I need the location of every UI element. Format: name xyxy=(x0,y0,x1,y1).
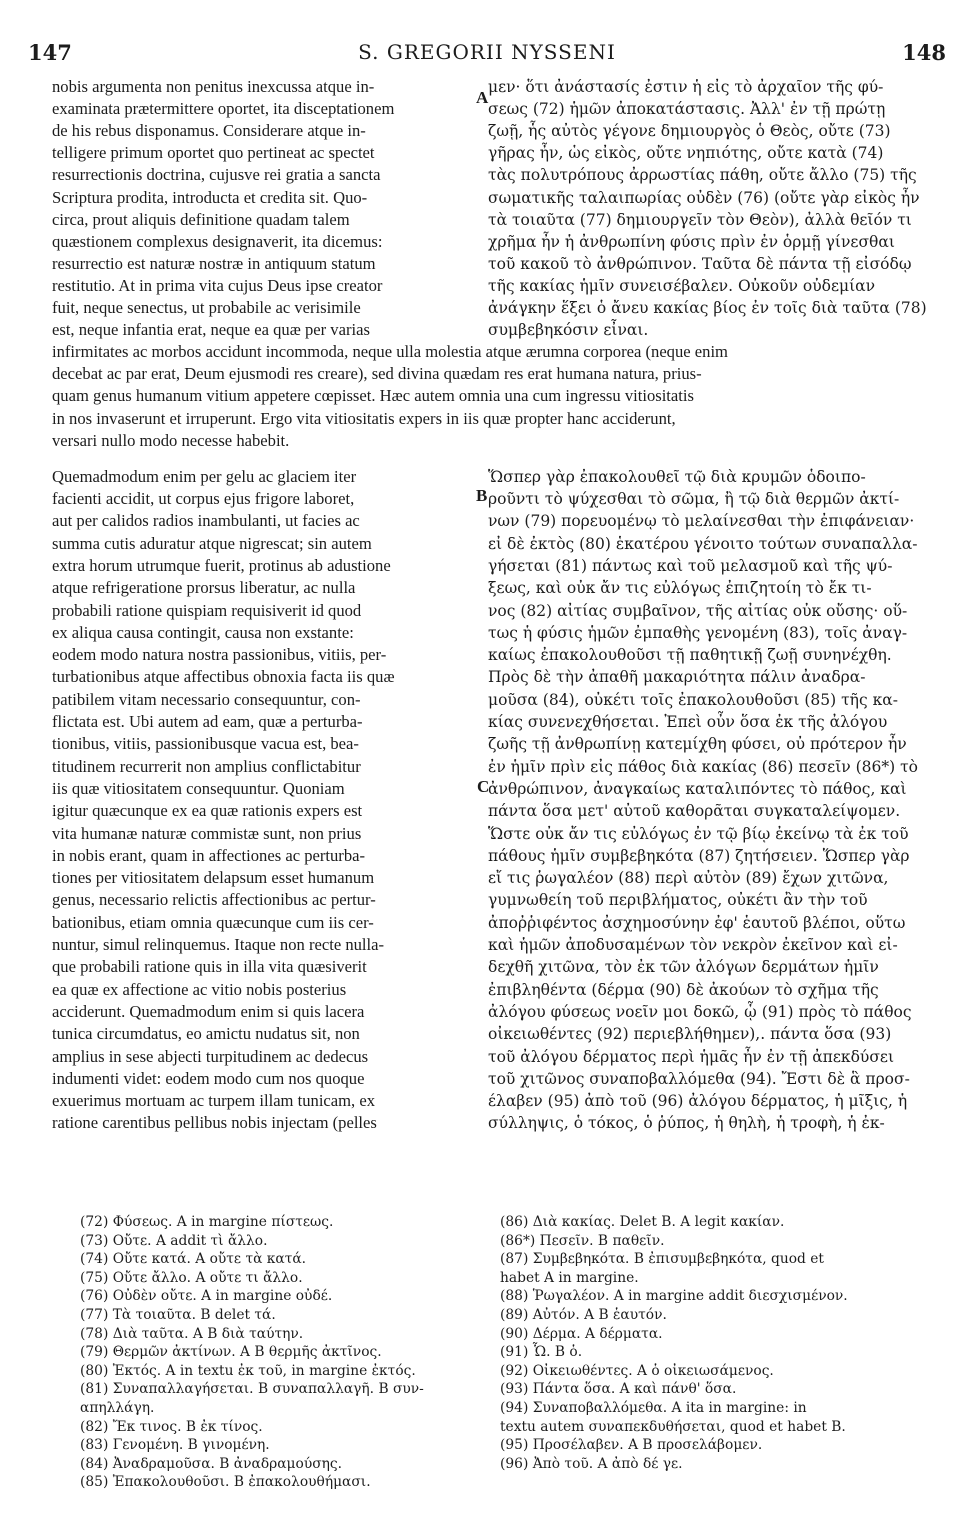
latin-text-line: tionibus, vitiis, passionibusque vacua est, bea- xyxy=(52,734,359,754)
latin-fullwidth-line: versari nullo modo necesse habebit. xyxy=(52,430,290,450)
footnote: (91) Ὧ. B ὁ. xyxy=(500,1344,583,1361)
latin-text-line: fuit, neque senectus, ut probabile ac verisimile xyxy=(52,298,361,317)
footnote: habet A in margine. xyxy=(500,1269,639,1286)
footnote: (83) Γενομένη. B γινομένη. xyxy=(80,1437,270,1454)
latin-text-line: telligere primum oportet quo pertineat ac spectet xyxy=(52,143,375,163)
footnote: (85) Ἐπακολουθοῦσι. B ἐπακολουθήμασι. xyxy=(80,1474,371,1491)
greek-text-line: τοῦ ἀλόγου δέρματος περὶ ἡμᾶς ἦν ἐν τῇ ἀπεκδύσει xyxy=(488,1047,895,1066)
footnote: (92) Οἰκειωθέντες. A ὁ οἰκειωσάμενος. xyxy=(500,1362,774,1379)
greek-text-line: ἀνάγκην ἕξει ὁ ἄνευ κακίας βίος ἐν τοῖς διὰ ταῦτα (78) xyxy=(488,299,927,317)
greek-text-line: ἀλόγου φύσεως νοεῖν μοι δοκῶ, ᾧ (91) πρὸς τὸ πάθος xyxy=(488,1002,912,1021)
latin-text-line: in nobis erant, quam in affectiones ac perturba- xyxy=(52,845,366,865)
greek-text-line: ἐν ἡμῖν πρὶν εἰς πάθος διὰ κακίας (86) πεσεῖν (86*) τὸ xyxy=(488,757,919,776)
margin-letter-c: C xyxy=(477,777,490,796)
footnote: (93) Πάντα ὅσα. A καὶ πάνθ' ὅσα. xyxy=(500,1381,737,1398)
latin-text-line: eodem modo natura nostra passionibus, vitiis, per- xyxy=(52,645,387,665)
latin-text-line: igitur quæcunque ex ea quæ rationis expers est xyxy=(52,801,363,821)
footnote: (72) Φύσεως. A in margine πίστεως. xyxy=(80,1214,334,1230)
greek-text-line: ροῦντι τὸ ψύχεσθαι τὸ σῶμα, ἢ τῷ διὰ θερμῶν ἀκτί- xyxy=(488,490,900,508)
greek-text-line: μοῦσα (84), οὐκέτι τοῖς ἐπακολουθοῦσι (85) τῆς κα- xyxy=(488,690,898,709)
greek-text-line: τως ἡ φύσις ἡμῶν ἐμπαθὴς γενομένη (83), τοῖς ἀναγ- xyxy=(488,623,908,642)
latin-text-line: restitutio. At in prima vita cujus Deus ipse creator xyxy=(52,275,383,295)
greek-text-line: πάντα ὅσα μετ' αὐτοῦ καθορᾶται συγκαταλείψομεν. xyxy=(488,802,901,821)
latin-text-line: circa, prout aliquis definitione quadam talem xyxy=(52,209,350,229)
footnote: (75) Οὔτε ἄλλο. A οὔτε τι ἄλλο. xyxy=(80,1269,303,1286)
greek-text-line: τοῦ χιτῶνος συναποβαλλόμεθα (94). Ἔστι δὲ ἃ προσ- xyxy=(488,1069,910,1088)
latin-text-line: iis quæ vitiositatem consequuntur. Quoniam xyxy=(52,778,345,798)
left-page-number: 147 xyxy=(28,40,72,65)
greek-text-line: σωματικῆς ταλαιπωρίας οὐδὲν (76) (οὔτε γὰρ εἰκὸς ἦν xyxy=(488,188,920,207)
greek-text-line: πάθους ἡμῖν συμβεβηκότα (87) ζητήσειεν. Ὥσπερ γὰρ xyxy=(488,846,910,865)
latin-text-line: probabili ratione quispiam requisiverit id quod xyxy=(52,600,362,620)
latin-text-line: ex aliqua causa contingit, causa non exstante: xyxy=(52,622,354,642)
greek-text-line: Ὥστε οὐκ ἄν τις εὐλόγως ἐν τῷ βίῳ ἐκείνῳ τὰ ἐκ τοῦ xyxy=(488,824,909,843)
latin-text-line: Scriptura prodita, introducta et credita sit. Quo- xyxy=(52,187,368,207)
footnote: (86*) Πεσεῖν. B παθεῖν. xyxy=(500,1232,665,1249)
greek-text-line: οἰκειωθέντες (92) περιεβλήθημεν),. πάντα ὅσα (93) xyxy=(488,1025,892,1044)
margin-letter-a: A xyxy=(476,88,489,107)
footnote: (82) Ἔκ τινος. B ἐκ τίνος. xyxy=(80,1418,263,1435)
footnote: (73) Οὔτε. A addit τὶ ἄλλο. xyxy=(80,1232,268,1249)
greek-text-line: κίας συνενεχθήσεται. Ἐπεὶ οὖν ὅσα ἐκ τῆς ἀλόγου xyxy=(488,713,888,731)
greek-text-line: Ὥσπερ γὰρ ἐπακολουθεῖ τῷ διὰ κρυμῶν ὁδοιπο- xyxy=(488,467,866,486)
greek-text-line: χρῆμα ἦν ἡ ἀνθρωπίνη φύσις πρὶν ἐν ὁρμῇ γίνεσθαι xyxy=(488,232,895,251)
latin-text-line: bationibus, etiam omnia quæcunque cum iis cer- xyxy=(52,912,374,932)
latin-text-line: de his rebus disponamus. Considerare atque in- xyxy=(52,121,366,141)
greek-text-line: νος (82) αἰτίας συμβαῖνον, τῆς αἰτίας οὐκ οὔσης· οὕ- xyxy=(488,601,908,620)
footnote: (81) Συναπαλλαγήσεται. B συναπαλλαγῆ. B συν- xyxy=(80,1381,424,1398)
latin-text-line: atque refrigeratione prorsus liberatur, ac nulla xyxy=(52,578,356,598)
margin-letter-b: B xyxy=(476,486,488,505)
footnote: (84) Ἀναδραμοῦσα. B ἀναδραμούσης. xyxy=(80,1455,343,1472)
latin-text-line: summa cutis aduratur atque nigrescat; sin autem xyxy=(52,533,372,553)
latin-text-line: tiones per vitiositatem delapsum esset humanum xyxy=(52,868,375,888)
greek-text-line: τὰς πολυτρόπους ἀρρωστίας πάθη, οὔτε ἄλλο (75) τῆς xyxy=(488,166,917,185)
greek-text-line: εἴ τις ῥωγαλέον (88) περὶ αὐτὸν (89) ἔχων χιτῶνα, xyxy=(488,869,889,888)
latin-text-line: titudinem recurrerit non amplius conflictabitur xyxy=(52,756,361,776)
greek-text-line: ἐπιβληθέντα (δέρμα (90) δὲ ἀκούων τὸ σχῆμα τῆς xyxy=(488,980,879,999)
footnotes-right xyxy=(500,1213,920,1473)
footnote: textu autem συναπεκδυθήσεται, quod et habet B. xyxy=(500,1418,846,1435)
greek-text-line: έλαβεν (95) ἀπὸ τοῦ (96) ἀλόγου δέρματος, ἡ μῖξις, ἡ xyxy=(488,1092,908,1111)
latin-text-line: patibilem vitam necessario consequuntur, con- xyxy=(52,689,361,709)
greek-text-line: γυμνωθείη τοῦ περιβλήματος, οὐκέτι ἂν τὴν τοῦ xyxy=(488,891,868,910)
greek-text-line: τῆς κακίας ἡμῖν συνεισέβαλεν. Οὐκοῦν οὐδεμίαν xyxy=(488,276,876,295)
latin-text-line: que probabili ratione quis in illa vita quæsiverit xyxy=(52,957,367,977)
latin-text-line: est, neque infantia erat, neque ea quæ per varias xyxy=(52,320,370,340)
footnotes-left xyxy=(80,1213,480,1492)
greek-text-line: δεχθῆ χιτῶνα, τὸν ἐκ τῶν ἀλόγων δερμάτων ἡμῖν xyxy=(488,958,879,977)
greek-text-line: καὶ ἡμῶν ἀποδυσαμένων τὸν νεκρὸν ἐκεῖνον καὶ εἰ- xyxy=(488,936,898,954)
footnote: (87) Συμβεβηκότα. B ἐπισυμβεβηκότα, quod et xyxy=(500,1251,824,1268)
footnote: (89) Αὐτόν. A B ἑαυτόν. xyxy=(500,1306,667,1323)
latin-fullwidth-line: decebat ac par erat, Deum ejusmodi res creare), sed divina quædam res erat humana natura, prius- xyxy=(52,364,702,384)
latin-text-line: resurrectionis doctrina, cujusve rei gratia a sancta xyxy=(52,165,381,185)
greek-text-line: ἀποῤῥιφέντος ἀσχημοσύνην ἐφ' ἑαυτοῦ βλέποι, οὕτω xyxy=(488,913,906,932)
greek-text-line: γῆρας ἦν, ὡς εἰκὸς, οὔτε νηπιότης, οὔτε κατὰ (74) xyxy=(488,144,884,163)
greek-text-line: Πρὸς δὲ τὴν ἀπαθῆ μακαριότητα πάλιν ἀναδρα- xyxy=(488,668,866,687)
greek-text-line: σύλληψις, ὁ τόκος, ὁ ῥύπος, ἡ θηλὴ, ἡ τροφὴ, ἡ ἐκ- xyxy=(488,1114,885,1133)
latin-text-line: extra horum utrumque fuerit, protinus ab adustione xyxy=(52,555,391,575)
latin-text-line: examinata prætermittere oportet, ita disceptationem xyxy=(52,99,395,119)
footnote: (76) Οὐδὲν οὔτε. A in margine οὐδέ. xyxy=(80,1288,333,1305)
greek-text-line: ζωῇ, ἧς αὐτὸς γέγονε δημιουργὸς ὁ Θεὸς, οὔτε (73) xyxy=(488,122,891,141)
greek-text-line: εἰ δὲ ἐκτὸς (80) ἑκατέρου γένοιτο τούτων συναπαλλα- xyxy=(488,534,918,553)
footnote: (77) Τὰ τοιαῦτα. B delet τά. xyxy=(80,1306,276,1323)
latin-text-line: Quemadmodum enim per gelu ac glaciem iter xyxy=(52,466,357,486)
latin-text-line: indumenti videt: eodem modo cum nos quoque xyxy=(52,1068,365,1088)
latin-text-line: vita humanæ naturæ commistæ sunt, non prius xyxy=(52,823,362,843)
latin-text-line: genus, necessario relictis affectionibus ac pertur- xyxy=(52,890,376,910)
latin-text-line: quæstionem complexus designaverit, ita dicemus: xyxy=(52,231,383,251)
latin-column xyxy=(52,76,472,1211)
footnote: (79) Θερμῶν ἀκτίνων. A B θερμῆς ἀκτῖνος. xyxy=(80,1344,382,1361)
latin-text-line: flictata est. Ubi autem ad eam, quæ a perturba- xyxy=(52,712,363,731)
latin-text-line: tunica circumdatus, eo amictu nudatus sit, non xyxy=(52,1024,360,1044)
latin-text-line: facienti accidit, ut corpus ejus frigore laboret, xyxy=(52,489,355,508)
latin-fullwidth-line: quam genus humanum vitium appetere cœpisset. Hæc autem omnia una cum ingressu vitiositatis xyxy=(52,386,694,406)
footnote: (86) Διὰ κακίας. Delet B. A legit κακίαν. xyxy=(500,1214,785,1230)
greek-text-line: συμβεβηκόσιν εἶναι. xyxy=(488,321,649,340)
footnote: (74) Οὔτε κατά. A οὔτε τὰ κατά. xyxy=(80,1251,307,1268)
latin-text-line: nuntur, simul relinquemus. Itaque non recte nulla- xyxy=(52,935,385,954)
footnote: (90) Δέρμα. A δέρματα. xyxy=(500,1325,663,1342)
latin-text-line: aut per calidos radios inambulanti, ut facies ac xyxy=(52,511,360,531)
latin-text-line: acciderunt. Quemadmodum enim si quis lacera xyxy=(52,1001,365,1021)
greek-text-line: γήσεται (81) πάντως καὶ τοῦ μελασμοῦ καὶ τῆς ψύ- xyxy=(488,556,893,575)
greek-text-line: ἀνθρώπινον, ἀναγκαίως καταλιπόντες τὸ πάθος, καὶ xyxy=(488,779,907,798)
footnote: (78) Διὰ ταῦτα. A B διὰ ταύτην. xyxy=(80,1325,304,1342)
footnote: (96) Ἀπὸ τοῦ. A ἀπὸ δέ γε. xyxy=(500,1455,683,1472)
footnote: (94) Συναποβαλλόμεθα. A ita in margine: in xyxy=(500,1399,807,1416)
greek-text-line: ξεως, καὶ οὐκ ἄν τις εὐλόγως ἐπιζητοίη τὸ ἔκ τι- xyxy=(488,579,872,598)
greek-text-line: σεως (72) ἡμῶν ἀποκατάστασις. Ἀλλ' ἐν τῇ πρώτῃ xyxy=(488,100,886,119)
page-header xyxy=(28,40,946,70)
latin-fullwidth-line: infirmitates ac morbos accidunt incommoda, neque ulla molestia atque ærumna corporea (neque enim xyxy=(52,342,728,362)
latin-text-line: resurrectio est naturæ nostræ in antiquum statum xyxy=(52,253,376,273)
footnote: (80) Ἐκτός. A in textu ἐκ τοῦ, in margine ἐκτός. xyxy=(80,1362,416,1379)
greek-text-line: τοῦ κακοῦ τὸ ἀνθρώπινον. Ταῦτα δὲ πάντα τῇ εἰσόδῳ xyxy=(488,254,912,273)
latin-text-line: nobis argumenta non penitus inexcussa atque in- xyxy=(52,77,375,96)
greek-text-line: ζωῆς τῇ ἀνθρωπίνῃ κατεμίχθη φύσει, οὐ πρότερον ἦν xyxy=(488,735,907,754)
greek-text-line: νων (79) πορευομένῳ τὸ μελαίνεσθαι τὴν ἐπιφάνειαν· xyxy=(488,512,915,531)
latin-text-line: amplius in sese abjecti turpitudinem ac dedecus xyxy=(52,1046,369,1066)
latin-text-line: ratione carentibus pellibus nobis injectam (pelles xyxy=(52,1113,377,1133)
footnote: (88) Ῥωγαλέον. A in margine addit διεσχισμένον. xyxy=(500,1288,848,1305)
footnote: απηλλάγη. xyxy=(80,1399,155,1416)
latin-text-line: ea quæ ex affectione ac vitio nobis posterius xyxy=(52,979,347,999)
greek-text-line: καίως ἐπακολουθοῦσι τῇ παθητικῇ ζωῇ συνηνέχθη. xyxy=(488,646,892,665)
right-page-number: 148 xyxy=(902,40,946,65)
footnote: (95) Προσέλαβεν. A B προσελάβομεν. xyxy=(500,1437,763,1454)
greek-text-line: μεν· ὅτι ἀνάστασίς ἐστιν ἡ εἰς τὸ ἀρχαῖον τῆς φύ- xyxy=(488,78,884,96)
latin-text-line: turbationibus atque affectibus obnoxia facta iis quæ xyxy=(52,667,395,687)
running-title: S. GREGORII NYSSENI xyxy=(358,40,616,64)
greek-text-line: τὰ τοιαῦτα (77) δημιουργεῖν τὸν Θεὸν), ἀλλὰ θεῖόν τι xyxy=(488,210,912,229)
greek-column xyxy=(488,76,927,1211)
latin-fullwidth-line: in nos invaserunt et irruperunt. Ergo vita vitiositatis expers in iis quæ propter hanc acciderunt, xyxy=(52,408,676,428)
latin-text-line: exuerimus mortuam ac turpem illam tunicam, ex xyxy=(52,1091,376,1111)
